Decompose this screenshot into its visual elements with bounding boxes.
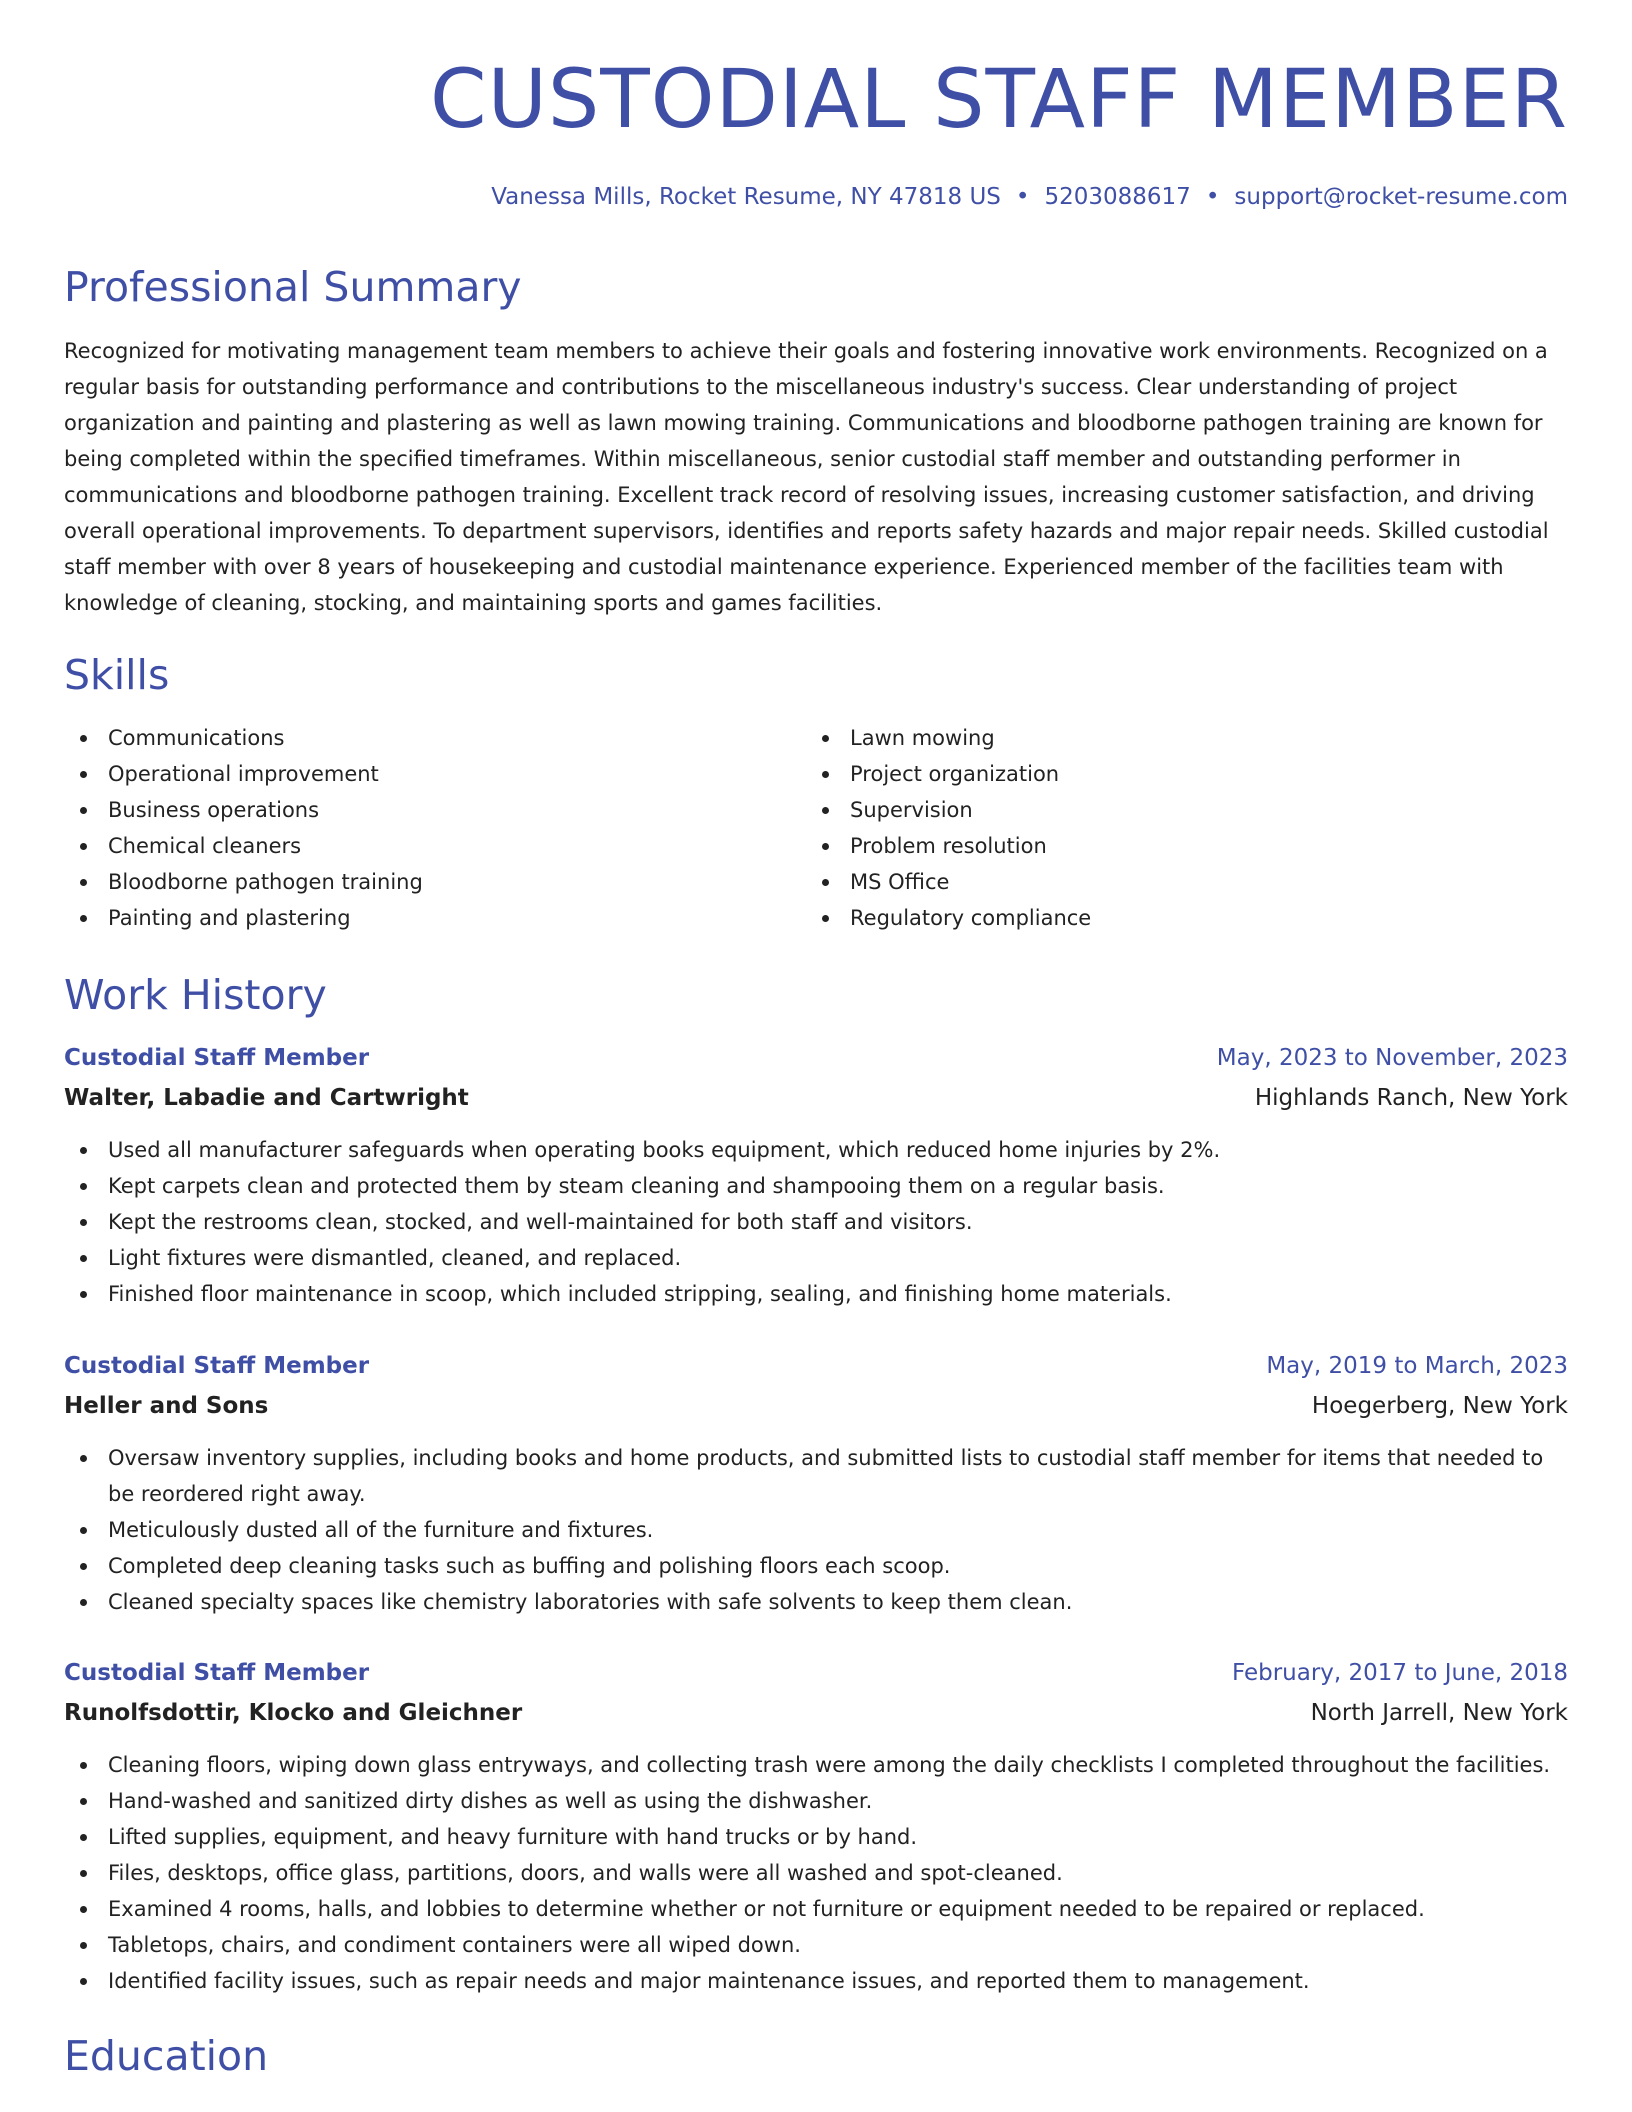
job-company: Walter, Labadie and Cartwright [64,1085,469,1111]
skill-item: Project organization [806,756,1506,792]
job-bullet: Hand-washed and sanitized dirty dishes as well as using the dishwasher. [64,1783,1568,1819]
job-bullet: Oversaw inventory supplies, including books and home products, and submitted lists to custodial staff member for items that needed to be reordered right away. [64,1440,1568,1512]
skill-item: Chemical cleaners [64,828,764,864]
job-location: North Jarrell, New York [1310,1700,1568,1726]
job-bullets [64,1132,1568,1312]
job-bullet: Identified facility issues, such as repair needs and major maintenance issues, and reported them to management. [64,1963,1568,1999]
skill-item: Business operations [64,792,764,828]
skill-item: MS Office [806,864,1506,900]
work-history-heading: Work History [64,971,327,1019]
job-bullet: Files, desktops, office glass, partitions, doors, and walls were all washed and spot-cleaned. [64,1855,1568,1891]
separator-dot: • [1015,184,1030,210]
contact-address: Vanessa Mills, Rocket Resume, NY 47818 US [491,184,1001,210]
job-dates: May, 2023 to November, 2023 [1216,1045,1568,1071]
job-bullet: Light fixtures were dismantled, cleaned, and replaced. [64,1240,1568,1276]
skill-item: Painting and plastering [64,900,764,936]
job-bullet: Tabletops, chairs, and condiment containers were all wiped down. [64,1927,1568,1963]
skills-heading: Skills [64,651,170,699]
skill-item: Communications [64,720,764,756]
job-title: Custodial Staff Member [64,1045,370,1071]
job-bullet: Meticulously dusted all of the furniture and fixtures. [64,1512,1568,1548]
job-entry [64,1655,1568,1999]
summary-text: Recognized for motivating management team members to achieve their goals and fostering innovative work environments. Recognized on a regular basis for outstanding performance and contributions to the miscellaneous industry's success. Clear understanding of project organization and painting and plastering as well as lawn mowing training. Communications and bloodborne pathogen training are known for being completed within the specified timeframes. Within miscellaneous, senior custodial staff member and outstanding performer in communications and bloodborne pathogen training. Excellent track record of resolving issues, increasing customer satisfaction, and driving overall operational improvements. To department supervisors, identifies and reports safety hazards and major repair needs. Skilled custodial staff member with over 8 years of housekeeping and custodial maintenance experience. Experienced member of the facilities team with knowledge of cleaning, stocking, and maintaining sports and games facilities. [64,339,1549,615]
skill-item: Operational improvement [64,756,764,792]
job-bullets [64,1440,1568,1620]
job-dates: May, 2019 to March, 2023 [1266,1353,1568,1379]
skills-list-left [64,720,764,936]
summary-heading: Professional Summary [64,263,522,311]
job-bullets [64,1747,1568,1999]
job-company: Runolfsdottir, Klocko and Gleichner [64,1700,523,1726]
job-entry [64,1040,1568,1312]
separator-dot: • [1205,184,1220,210]
job-location: Hoegerberg, New York [1311,1393,1568,1419]
skill-item: Lawn mowing [806,720,1506,756]
skill-item: Regulatory compliance [806,900,1506,936]
job-bullet: Finished floor maintenance in scoop, which included stripping, sealing, and finishing home materials. [64,1276,1568,1312]
job-company: Heller and Sons [64,1393,269,1419]
job-location: Highlands Ranch, New York [1254,1085,1568,1111]
contact-line [491,182,1568,212]
job-bullet: Cleaned specialty spaces like chemistry laboratories with safe solvents to keep them clean. [64,1584,1568,1620]
job-dates: February, 2017 to June, 2018 [1231,1660,1568,1686]
contact-phone: 5203088617 [1044,184,1191,210]
job-bullet: Completed deep cleaning tasks such as buffing and polishing floors each scoop. [64,1548,1568,1584]
resume-title: CUSTODIAL STAFF MEMBER [430,53,1568,147]
job-bullet: Lifted supplies, equipment, and heavy furniture with hand trucks or by hand. [64,1819,1568,1855]
skills-list-right [806,720,1506,936]
job-title: Custodial Staff Member [64,1353,370,1379]
skill-item: Supervision [806,792,1506,828]
skill-item: Bloodborne pathogen training [64,864,764,900]
job-title: Custodial Staff Member [64,1660,370,1686]
job-bullet: Kept the restrooms clean, stocked, and well-maintained for both staff and visitors. [64,1204,1568,1240]
job-bullet: Cleaning floors, wiping down glass entryways, and collecting trash were among the daily checklists I completed throughout the facilities. [64,1747,1568,1783]
job-bullet: Kept carpets clean and protected them by steam cleaning and shampooing them on a regular basis. [64,1168,1568,1204]
job-bullet: Examined 4 rooms, halls, and lobbies to determine whether or not furniture or equipment needed to be repaired or replaced. [64,1891,1568,1927]
contact-email[interactable]: support@rocket-resume.com [1234,184,1568,210]
job-entry [64,1348,1568,1620]
skill-item: Problem resolution [806,828,1506,864]
education-heading: Education [64,2032,269,2080]
job-bullet: Used all manufacturer safeguards when operating books equipment, which reduced home injuries by 2%. [64,1132,1568,1168]
